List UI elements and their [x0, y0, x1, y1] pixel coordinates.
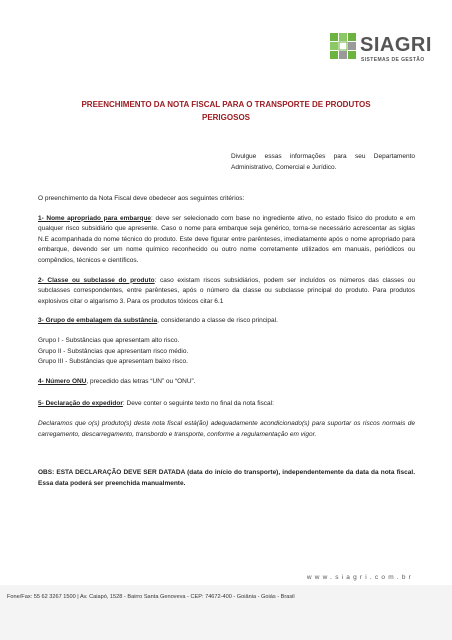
item-5-text: : Deve conter o seguinte texto no final da nota fiscal:: [122, 400, 274, 408]
item-1-text: : deve ser selecionado com base no ingrediente ativo, no estado físico do produto e em qualquer risco subsidiário que apresente. Caso o nome para embarque seja genérico, torna-se necessário acrescentar as siglas N.E acompanhada do nome técnico do produto. Este deve figurar entre parênteses, imediatamente após o nome apropriado para embarque, devendo ser um nome químico reconhecido ou outro nome corretamente utilizados em manuais, periódicos ou compêndios, técnicos e científicos.: [38, 214, 416, 264]
group-line: Grupo I - Substâncias que apresentam alto risco.: [38, 336, 180, 344]
item-4-text: , precedido das letras “UN” ou “ONU”.: [86, 377, 196, 385]
item-5-paragraph: [38, 399, 415, 410]
item-5-heading: 5- Declaração do expedidor: [38, 400, 123, 408]
item-3-paragraph: [38, 316, 415, 327]
obs-note: OBS: ESTA DECLARAÇÃO DEVE SER DATADA (data do início do transporte), independentemente da data da nota fiscal. Essa data poderá ser preenchida manualmente.: [38, 469, 415, 487]
item-4-paragraph: [38, 377, 415, 388]
siagri-logo-mark-icon: [330, 33, 356, 59]
page-header: [0, 0, 452, 80]
item-1-paragraph: [38, 214, 415, 267]
document-title: PREENCHIMENTO DA NOTA FISCAL PARA O TRANSPORTE DE PRODUTOS PERIGOSOS: [81, 100, 371, 122]
footer-contact: Fone/Fax: 55 62 3267 1500 | Av. Caiapó, 1528 - Bairro Santa Genoveva - CEP: 74672-400 - Goiânia - Goiás - Brasil: [7, 594, 295, 600]
item-4-heading: 4- Número ONU: [38, 377, 87, 385]
intro-paragraph: O preenchimento da Nota Fiscal deve obedecer aos seguintes critérios:: [38, 195, 245, 202]
item-3-text: , considerando a classe de risco principal.: [157, 317, 278, 325]
group-line: Grupo II - Substâncias que apresentam risco médio.: [38, 347, 189, 355]
logo-wordmark: SIAGRI: [360, 34, 432, 56]
footer-bar: [0, 585, 452, 640]
item-2-heading: 2- Classe ou subclasse do produto: [38, 276, 155, 284]
document-body: [38, 194, 415, 489]
footer-website: www.siagri.com.br: [306, 574, 414, 581]
notice-paragraph: Divulgue essas informações para seu Departamento Administrativo, Comercial e Jurídico.: [231, 153, 415, 171]
siagri-logo: [330, 33, 442, 71]
page-footer: [0, 570, 452, 640]
logo-tagline: SISTEMAS DE GESTÃO: [361, 57, 425, 63]
item-1-heading: 1- Nome apropriado para embarque: [38, 214, 152, 222]
item-2-text: : caso existam riscos subsidiários, podem ser incluídos os números das classes ou subclasses correspondentes, entre parênteses, após o número da classe ou subclasse principal do produto. Para produtos explosivos citar o algarismo 3. Para os produtos tóxicos citar 6.1: [38, 276, 415, 305]
group-line: Grupo III - Substâncias que apresentam baixo risco.: [38, 358, 188, 366]
item-3-heading: 3- Grupo de embalagem da substância: [38, 317, 158, 325]
declaration-text: Declaramos que o(s) produto(s) desta nota fiscal está(ão) adequadamente acondicionado(s) para suportar os riscos normais de carregamento, descarregamento, transbordo e transporte, conforme a regulamentação em vigor.: [38, 419, 415, 438]
item-2-paragraph: [38, 276, 415, 308]
